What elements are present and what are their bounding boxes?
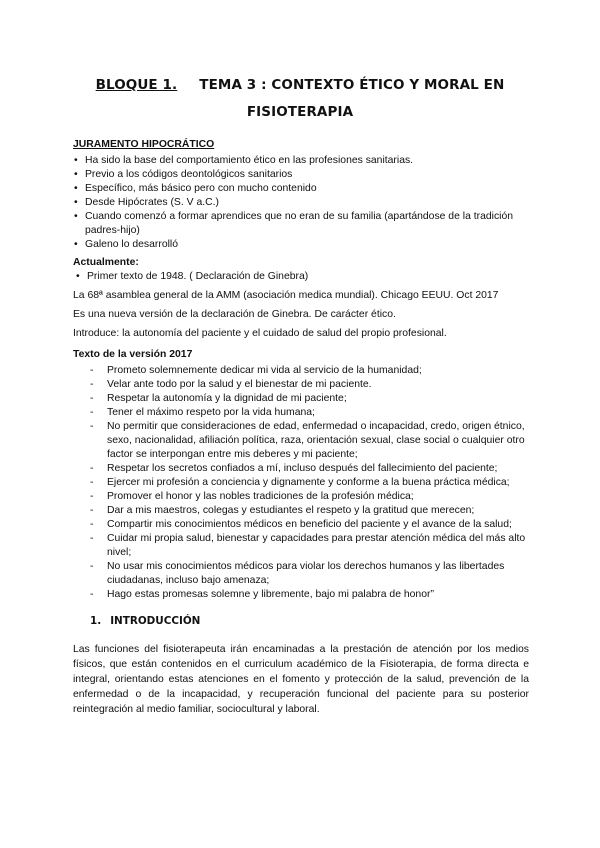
list-item: - Respetar la autonomía y la dignidad de mi paciente; — [73, 392, 529, 406]
texto-heading: Texto de la versión 2017 — [73, 349, 193, 360]
list-item: - Tener el máximo respeto por la vida humana; — [73, 406, 529, 420]
list-item: - Compartir mis conocimientos médicos en beneficio del paciente y el avance de la salud; — [73, 518, 529, 532]
paragraph: Introduce: la autonomía del paciente y el cuidado de salud del propio profesional. — [73, 328, 447, 339]
list-item: • Cuando comenzó a formar aprendices que no eran de su familia (apartándose de la tradición padres-hijo) — [73, 210, 529, 238]
texto-list — [73, 364, 529, 602]
bloque-label: BLOQUE 1. — [95, 77, 178, 93]
introduccion-heading — [73, 614, 529, 628]
page-title-line-2: FISIOTERAPIA — [246, 104, 354, 120]
paragraph: Es una nueva versión de la declaración de Ginebra. De carácter ético. — [73, 309, 396, 320]
list-item: • Previo a los códigos deontológicos sanitarios — [73, 168, 529, 182]
list-item: - Respetar los secretos confiados a mí, incluso después del fallecimiento del paciente; — [73, 462, 529, 476]
list-item: • Primer texto de 1948. ( Declaración de Ginebra) — [75, 270, 529, 284]
list-item: - Ejercer mi profesión a conciencia y dignamente y conforme a la buena práctica médica; — [73, 476, 529, 490]
tema-title: TEMA 3 : CONTEXTO ÉTICO Y MORAL EN — [199, 77, 505, 93]
list-item: • Galeno lo desarrolló — [73, 238, 529, 252]
actualmente-list — [73, 270, 529, 284]
list-item: - No permitir que consideraciones de edad, enfermedad o incapacidad, credo, origen étnico, sexo, nacionalidad, afiliación política, raza, orientación sexual, clase social o cualquier otro factor se interpongan entre mis deberes y mi paciente; — [73, 420, 529, 462]
list-item: - Hago estas promesas solemne y libremente, bajo mi palabra de honor” — [73, 588, 529, 602]
juramento-heading: JURAMENTO HIPOCRÁTICO — [73, 139, 215, 150]
list-item: • Ha sido la base del comportamiento ético en las profesiones sanitarias. — [73, 154, 529, 168]
list-item: • Desde Hipócrates (S. V a.C.) — [73, 196, 529, 210]
section-title: INTRODUCCIÓN — [110, 615, 201, 627]
list-item: - Promover el honor y las nobles tradiciones de la profesión médica; — [73, 490, 529, 504]
actualmente-heading: Actualmente: — [73, 257, 139, 268]
paragraph: La 68ª asamblea general de la AMM (asociación medica mundial). Chicago EEUU. Oct 2017 — [73, 290, 499, 301]
list-item: - Prometo solemnemente dedicar mi vida al servicio de la humanidad; — [73, 364, 529, 378]
list-item: - Cuidar mi propia salud, bienestar y capacidades para prestar atención médica del más alto nivel; — [73, 532, 529, 560]
list-item: • Específico, más básico pero con mucho contenido — [73, 182, 529, 196]
section-number: 1. — [90, 615, 102, 627]
document-body — [73, 138, 529, 717]
introduccion-paragraph: Las funciones del fisioterapeuta irán encaminadas a la prestación de atención por los medios físicos, que están contenidos en el curriculum académico de la Fisioterapia, de forma directa e integral, orientando estas atenciones en el fomento y protección de la salud, prevención de la enfermedad o de la incapacidad, y recuperación funcional del paciente para su posterior reintegración al medio familiar, sociocultural y laboral. — [73, 644, 529, 715]
list-item: - Velar ante todo por la salud y el bienestar de mi paciente. — [73, 378, 529, 392]
list-item: - No usar mis conocimientos médicos para violar los derechos humanos y las libertades ciudadanas, incluso bajo amenaza; — [73, 560, 529, 588]
page-title-line-1 — [0, 77, 600, 93]
list-item: - Dar a mis maestros, colegas y estudiantes el respeto y la gratitud que merecen; — [73, 504, 529, 518]
juramento-list — [73, 154, 529, 252]
